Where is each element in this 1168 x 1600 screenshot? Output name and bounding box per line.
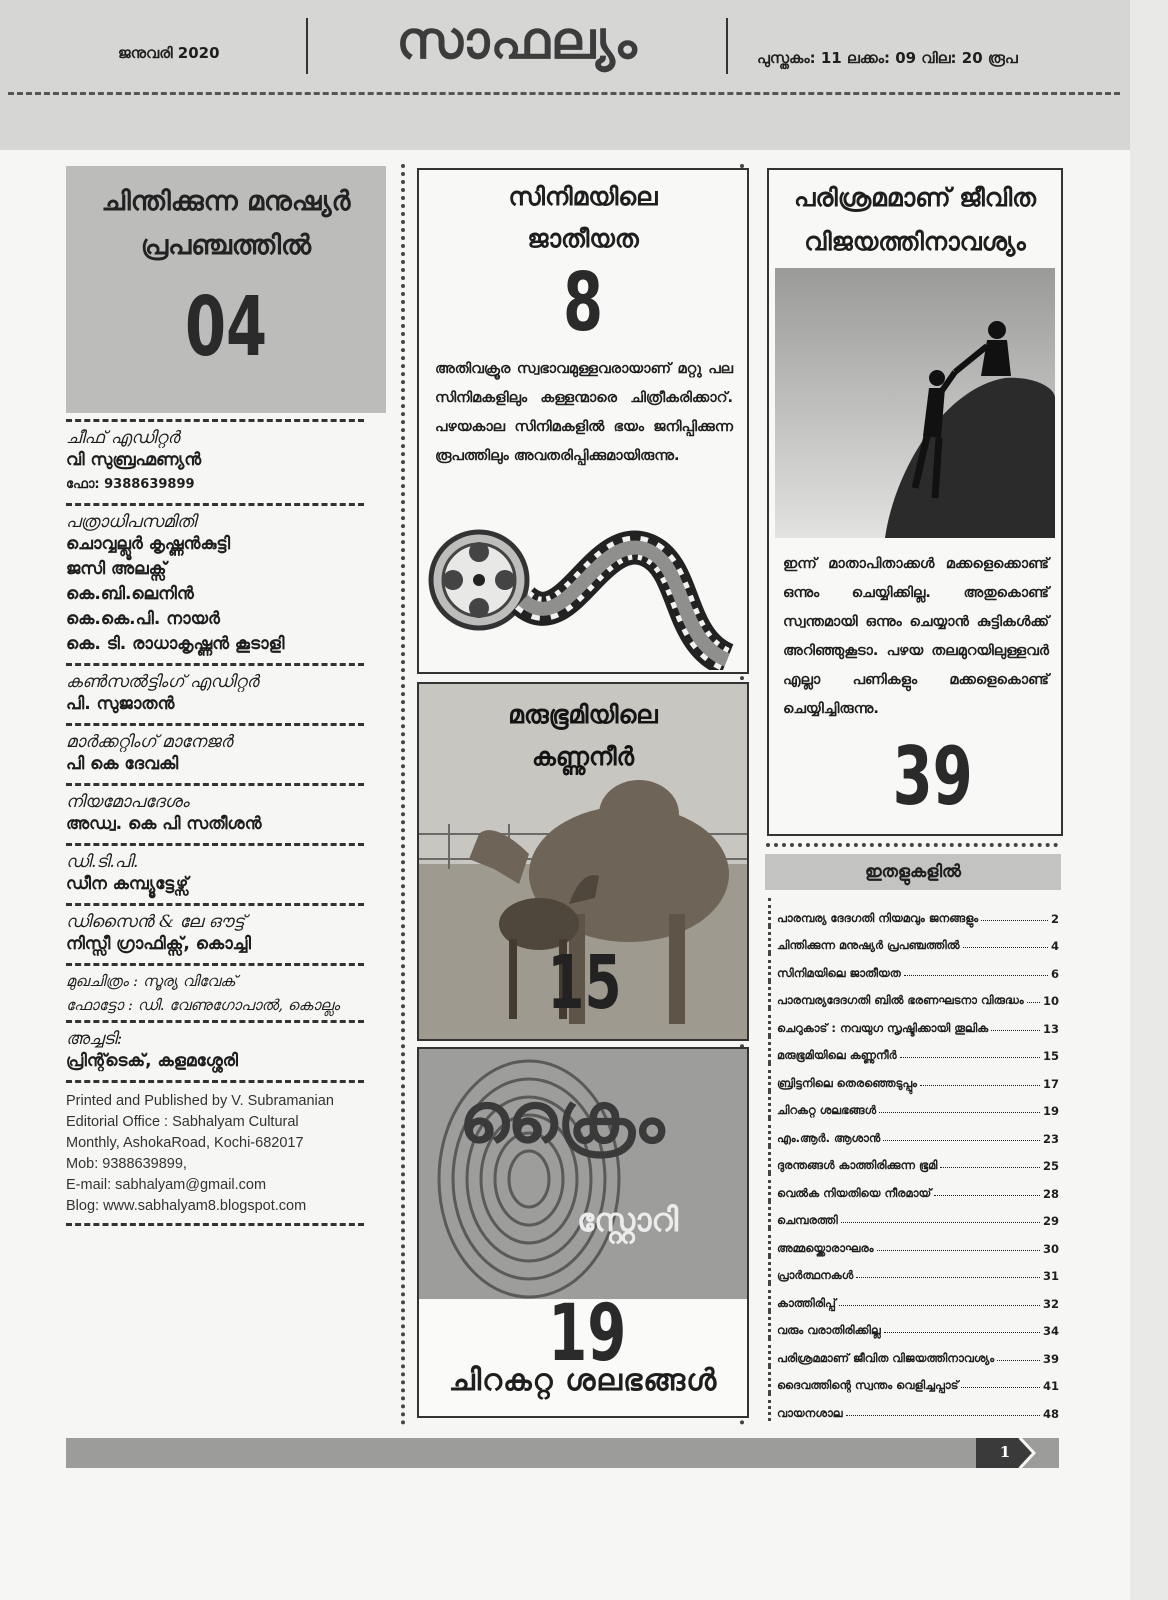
issue-date: ജനുവരി 2020	[118, 44, 220, 62]
credit-role: പത്രാധിപസമിതി	[66, 512, 197, 532]
credit-role: നിയമോപദേശം	[66, 792, 189, 812]
toc-leader	[961, 1387, 1040, 1388]
toc-item[interactable]	[768, 1008, 1059, 1036]
toc-item-title: ദുരന്തങ്ങൾ കാത്തിരിക്കുന്ന ഭൂമി	[777, 1158, 938, 1172]
credit-name: പി. സുജാതൻ	[66, 694, 175, 714]
toc-item-page: 19	[1042, 1104, 1059, 1118]
photo-credit: ഫോട്ടോ : ഡി. വേണുഗോപാൽ, കൊല്ലം	[66, 996, 340, 1014]
cover-credit: മുഖചിത്രം : സൂര്യ വിവേക്	[66, 972, 236, 990]
toc-item-title: പാരമ്പര്യ ദേദഗതി നിയമവും ജനങ്ങളും	[777, 910, 979, 925]
toc-item-title: സിനിമയിലെ ജാതീയത	[777, 965, 901, 980]
feature-title	[769, 176, 1061, 264]
feature-box-effort-success[interactable]	[767, 168, 1063, 836]
toc-item-title: ബ്രിട്ടനിലെ തെരഞ്ഞെടുപ്പും	[777, 1075, 917, 1090]
dashed-divider	[66, 419, 364, 422]
toc-leader	[900, 1057, 1040, 1058]
toc-item-page: 17	[1042, 1076, 1059, 1091]
credit-role: ഡി.ടി.പി.	[66, 852, 139, 872]
issue-info: പുസ്തകം: 11 ലക്കം: 09 വില: 20 രൂപ	[757, 49, 1018, 67]
footer-bar	[66, 1438, 1059, 1468]
imprint-line: Printed and Published by V. Subramanian	[66, 1093, 334, 1109]
dashed-divider	[66, 1223, 364, 1226]
feature-title: ചിറകറ്റ ശലഭങ്ങൾ	[448, 1363, 718, 1398]
credit-name: അഡ്വ. കെ പി സതീശൻ	[66, 814, 262, 834]
feature-page-number: 8	[562, 256, 604, 349]
toc-item[interactable]	[768, 1173, 1059, 1201]
toc-leader	[883, 1140, 1040, 1141]
toc-item-title: പ്രാർത്ഥനകൾ	[777, 1268, 854, 1282]
toc-item-page: 15	[1042, 1049, 1059, 1063]
toc-leader	[841, 1222, 1040, 1223]
toc-leader	[920, 1085, 1040, 1086]
header-divider	[726, 18, 728, 74]
toc-item-title: പരിശ്രമമാണ് ജീവിത വിജയത്തിനാവശ്യം	[777, 1350, 995, 1365]
feature-box-thinking-humans[interactable]	[66, 166, 386, 413]
dashed-divider	[66, 503, 364, 506]
toc-item[interactable]	[768, 1146, 1059, 1174]
page-number: 1	[999, 1443, 1011, 1461]
imprint-line: Editorial Office : Sabhalyam Cultural	[66, 1114, 299, 1130]
feature-title-line: മരുഭൂമിയിലെ	[508, 700, 658, 729]
toc-leader	[884, 1332, 1040, 1333]
toc-item[interactable]	[768, 1118, 1059, 1146]
toc-item-page: 2	[1050, 911, 1059, 926]
toc-item-title: മരുഭൂമിയിലെ കണ്ണുനീർ	[777, 1048, 897, 1062]
toc-item-title: ദൈവത്തിന്റെ സ്വന്തം വെളിച്ചപ്പാട്	[777, 1378, 959, 1392]
credit-role: ചീഫ് എഡിറ്റർ	[66, 428, 180, 448]
dashed-divider	[66, 663, 364, 666]
toc-item[interactable]	[768, 1256, 1059, 1284]
toc-item-page: 23	[1042, 1131, 1059, 1146]
toc-item-page: 13	[1042, 1021, 1059, 1036]
toc-item[interactable]	[768, 898, 1059, 926]
table-of-contents	[768, 898, 1059, 1421]
toc-leader	[879, 1112, 1040, 1113]
toc-item[interactable]	[768, 1393, 1059, 1421]
imprint-line: Monthly, AshokaRoad, Kochi-682017	[66, 1135, 304, 1151]
toc-item[interactable]	[768, 1311, 1059, 1339]
toc-item-title: വരും വരാതിരിക്കില്ല	[777, 1323, 881, 1337]
toc-item[interactable]	[768, 926, 1059, 954]
toc-leader	[963, 947, 1048, 948]
toc-dotted-rule	[766, 843, 1058, 847]
toc-item-page: 32	[1042, 1296, 1059, 1311]
toc-item[interactable]	[768, 1201, 1059, 1229]
credit-name: കെ. ടി. രാധാകൃഷ്ണൻ കൂടാളി	[66, 634, 285, 654]
toc-item-title: അമ്മയ്ക്കൊരാഘരം	[777, 1240, 874, 1255]
dashed-divider	[66, 843, 364, 846]
toc-item-title: വായനശാല	[777, 1405, 843, 1420]
dashed-divider	[66, 723, 364, 726]
feature-box-desert-tears[interactable]	[417, 682, 749, 1041]
credit-name: കെ.ബി.ലെനിൻ	[66, 584, 194, 604]
dashed-divider	[66, 1080, 364, 1083]
imprint-line: Mob: 9388639899,	[66, 1156, 187, 1172]
toc-item-page: 28	[1042, 1186, 1059, 1201]
toc-item-title: ചിറകറ്റ ശലഭങ്ങൾ	[777, 1103, 877, 1117]
toc-item[interactable]	[768, 953, 1059, 981]
toc-item[interactable]	[768, 1366, 1059, 1394]
left-column	[66, 166, 392, 1232]
toc-item-page: 34	[1042, 1324, 1059, 1338]
credit-phone: ഫോ: 9388639899	[66, 477, 195, 492]
toc-leader	[1027, 1002, 1040, 1003]
toc-item-page: 25	[1042, 1159, 1059, 1173]
climbers-photo	[775, 268, 1055, 538]
toc-item-page: 10	[1042, 994, 1059, 1008]
feature-title-line: വിജയത്തിനാവശ്യം	[804, 227, 1026, 256]
header-dashed-rule	[8, 92, 1120, 95]
toc-item[interactable]	[768, 1063, 1059, 1091]
toc-heading: ഇതളുകളിൽ	[765, 854, 1061, 890]
credit-name: നിസ്സീ ഗ്രാഫിക്സ്, കൊച്ചി	[66, 934, 251, 954]
toc-leader	[904, 975, 1048, 976]
feature-title	[419, 176, 747, 260]
masthead-title: സാഫല്യം	[396, 10, 638, 71]
toc-item-title: ചിന്തിക്കുന്ന മനുഷ്യർ പ്രപഞ്ചത്തിൽ	[777, 938, 960, 952]
feature-box-cinema-caste[interactable]	[417, 168, 749, 674]
toc-item[interactable]	[768, 1338, 1059, 1366]
toc-item-title: വെൽക നിയതിയെ നീരമായ്	[777, 1185, 932, 1200]
toc-item-title: കാത്തിരിപ്പ്	[777, 1295, 836, 1310]
toc-leader	[877, 1250, 1040, 1251]
imprint-block	[66, 1091, 392, 1217]
toc-leader	[981, 920, 1048, 921]
toc-item-page: 41	[1042, 1379, 1059, 1393]
toc-leader	[846, 1415, 1040, 1416]
credit-name: ജസി അലക്സ്	[66, 559, 167, 579]
toc-item-page: 29	[1042, 1214, 1059, 1228]
toc-leader	[991, 1030, 1040, 1031]
feature-page-number: 04	[184, 280, 268, 375]
feature-title-line: കണ്ണുനീർ	[531, 742, 635, 771]
toc-item[interactable]	[768, 1036, 1059, 1064]
credit-name: കെ.കെ.പി. നായർ	[66, 609, 220, 629]
toc-item[interactable]	[768, 981, 1059, 1009]
credit-name: വി സുബ്രഹ്മണ്യൻ	[66, 450, 202, 470]
film-reel-icon	[427, 490, 739, 670]
toc-item-page: 4	[1050, 939, 1059, 953]
feature-page-number: 39	[892, 730, 973, 823]
toc-item-page: 6	[1050, 966, 1059, 981]
toc-item-page: 39	[1042, 1351, 1059, 1366]
imprint-blog: Blog: www.sabhalyam8.blogspot.com	[66, 1198, 307, 1214]
toc-item-page: 31	[1042, 1269, 1059, 1283]
feature-title-line: പരിശ്രമമാണ് ജീവിത	[794, 183, 1036, 212]
crime-banner	[419, 1049, 747, 1299]
toc-item[interactable]	[768, 1228, 1059, 1256]
feature-title-line: ജാതീയത	[527, 224, 639, 253]
feature-box-crime-story[interactable]	[417, 1047, 749, 1418]
imprint-email: E-mail: sabhalyam@gmail.com	[66, 1177, 267, 1193]
feature-title-line: സിനിമയിലെ	[508, 182, 658, 211]
toc-leader	[940, 1167, 1040, 1168]
credit-name: ഡീന കമ്പ്യൂട്ടേഴ്സ്	[66, 874, 189, 894]
masthead-header	[0, 0, 1130, 150]
feature-excerpt: അതിവക്രൂര സ്വഭാവമുള്ളവരായാണ് മറ്റു പല സിനിമകളിലും കള്ളന്മാരെ ചിത്രീകരിക്കാറ്. പഴയകാല സിനിമകളിൽ ഭയം ജനിപ്പിക്കുന്ന രൂപത്തിലും അവതരിപ്പിക്കുമായിരുന്നു.	[435, 361, 733, 464]
header-divider	[306, 18, 308, 74]
dashed-divider	[66, 783, 364, 786]
editorial-credits	[66, 419, 392, 1226]
credit-name: പ്രിന്റ്ടെക്, കളമശ്ശേരി	[66, 1051, 238, 1071]
dashed-divider	[66, 963, 364, 966]
credit-role: കൺസൽട്ടിംഗ് എഡിറ്റർ	[66, 672, 259, 692]
credit-name: പി കെ ദേവകി	[66, 754, 179, 774]
feature-excerpt: ഇന്ന് മാതാപിതാക്കൾ മക്കളെക്കൊണ്ട് ഒന്നും ചെയ്യിക്കില്ല. അതുകൊണ്ട് സ്വന്തമായി ഒന്നും ചെയ്യാൻ കുട്ടികൾക്ക് അറിഞ്ഞുകൂടാ. പഴയ തലമുറയിലുള്ളവർ എല്ലാ പണികളും മക്കളെകൊണ്ട് ചെയ്യിച്ചിരുന്നു.	[783, 556, 1049, 717]
toc-item-title: എം.ആർ. ആശാൻ	[777, 1130, 881, 1145]
dashed-divider	[66, 1020, 364, 1023]
credit-role: അച്ചടി:	[66, 1029, 123, 1049]
credit-role: മാർക്കറ്റിംഗ് മാനേജർ	[66, 732, 233, 752]
toc-item-title: പാരമ്പര്യദേദഗതി ബിൽ ഭരണഘടനാ വിരുദ്ധം	[777, 993, 1024, 1007]
toc-leader	[997, 1360, 1040, 1361]
toc-item-title: ചെറുകാട് : നവയുഗ സൃഷ്ടിക്കായി തൂലിക	[777, 1020, 989, 1035]
toc-item[interactable]	[768, 1091, 1059, 1119]
feature-page-number: 19	[548, 1289, 627, 1379]
toc-item[interactable]	[768, 1283, 1059, 1311]
column-divider-dotted	[401, 164, 405, 1426]
crime-heading: ക്രൈം	[459, 1077, 665, 1159]
feature-title: ചിന്തിക്കുന്ന മനുഷ്യർ പ്രപഞ്ചത്തിൽ	[101, 186, 351, 261]
toc-leader	[839, 1305, 1040, 1306]
credit-role: ഡിസൈൻ & ലേ ഔട്ട്	[66, 912, 245, 932]
credit-name: ചൊവ്വല്ലൂർ കൃഷ്ണൻകുട്ടി	[66, 534, 231, 554]
feature-title	[419, 694, 747, 778]
toc-item-page: 30	[1042, 1241, 1059, 1256]
dashed-divider	[66, 903, 364, 906]
toc-item-title: ചെമ്പരത്തി	[777, 1213, 838, 1227]
toc-leader	[934, 1195, 1040, 1196]
story-heading: സ്റ്റോറി	[577, 1201, 679, 1239]
toc-leader	[856, 1277, 1040, 1278]
toc-item-page: 48	[1042, 1406, 1059, 1421]
feature-page-number: 15	[547, 940, 622, 1026]
